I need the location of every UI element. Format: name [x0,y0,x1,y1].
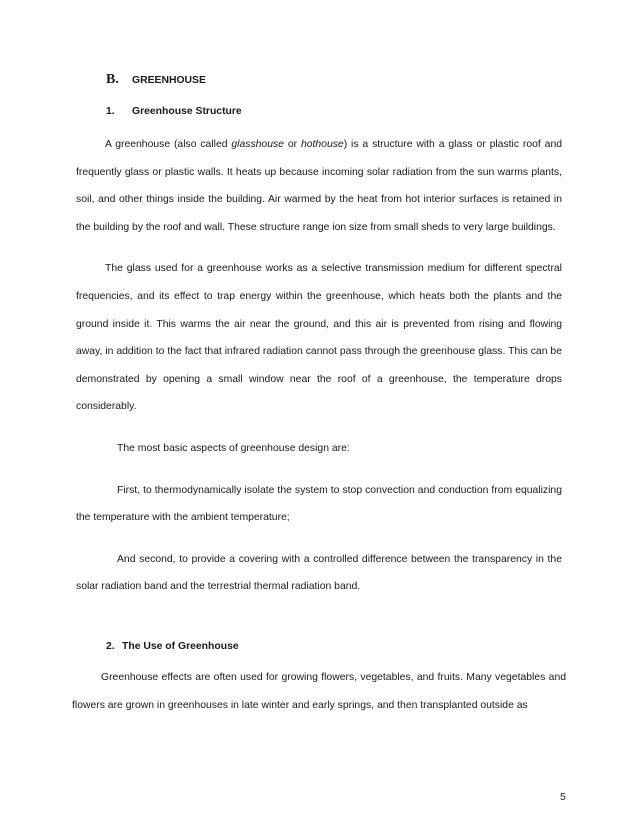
paragraph-design-aspects: The most basic aspects of greenhouse design are: [117,442,350,454]
paragraph-text: ) is a structure with a glass or plastic roof and frequently glass or plastic walls. It heats up because incoming solar radiation from the sun warms plants, soil, and other things inside the building. Air warmed by the heat from hot interior surfaces is retained in the building by the roof and wall. These structure range ion size from small sheds to very large buildings. [76,139,563,233]
paragraph-second-aspect: And second, to provide a covering with a controlled difference between the transparency in the solar radiation band and the terrestrial thermal radiation band. [76,553,562,593]
subsection-heading-2 [106,641,562,652]
italic-term-glasshouse: glasshouse [231,139,284,150]
section-heading [106,72,562,88]
subsection-heading-1 [106,106,562,117]
paragraph-text: A greenhouse (also called [105,139,232,150]
subsection-title-1: Greenhouse Structure [132,106,242,117]
paragraph-text: or [283,139,301,150]
paragraph-greenhouse-use: Greenhouse effects are often used for growing flowers, vegetables, and fruits. Many vegetables and flowers are grown in greenhouses in late winter and early springs, and then transplanted outside as [72,671,566,711]
section-number: B. [106,72,119,87]
paragraph-greenhouse-definition [76,131,562,241]
paragraph-glass-transmission: The glass used for a greenhouse works as a selective transmission medium for different spectral frequencies, and its effect to trap energy within the greenhouse, which heats both the plants and the ground inside it. This warms the air near the ground, and this air is prevented from rising and flowing away, in addition to the fact that infrared radiation cannot pass through the greenhouse glass. This can be demonstrated by opening a small window near the roof of a greenhouse, the temperature drops considerably. [76,263,562,413]
paragraph-first-aspect: First, to thermodynamically isolate the system to stop convection and conduction from equalizing the temperature with the ambient temperature; [76,484,562,524]
italic-term-hothouse: hothouse [300,139,344,150]
page-number: 5 [560,792,566,803]
subsection-number-2: 2. [106,640,115,652]
subsection-number-1: 1. [106,106,115,117]
subsection-title-2: The Use of Greenhouse [122,640,239,652]
section-title: GREENHOUSE [132,75,206,86]
